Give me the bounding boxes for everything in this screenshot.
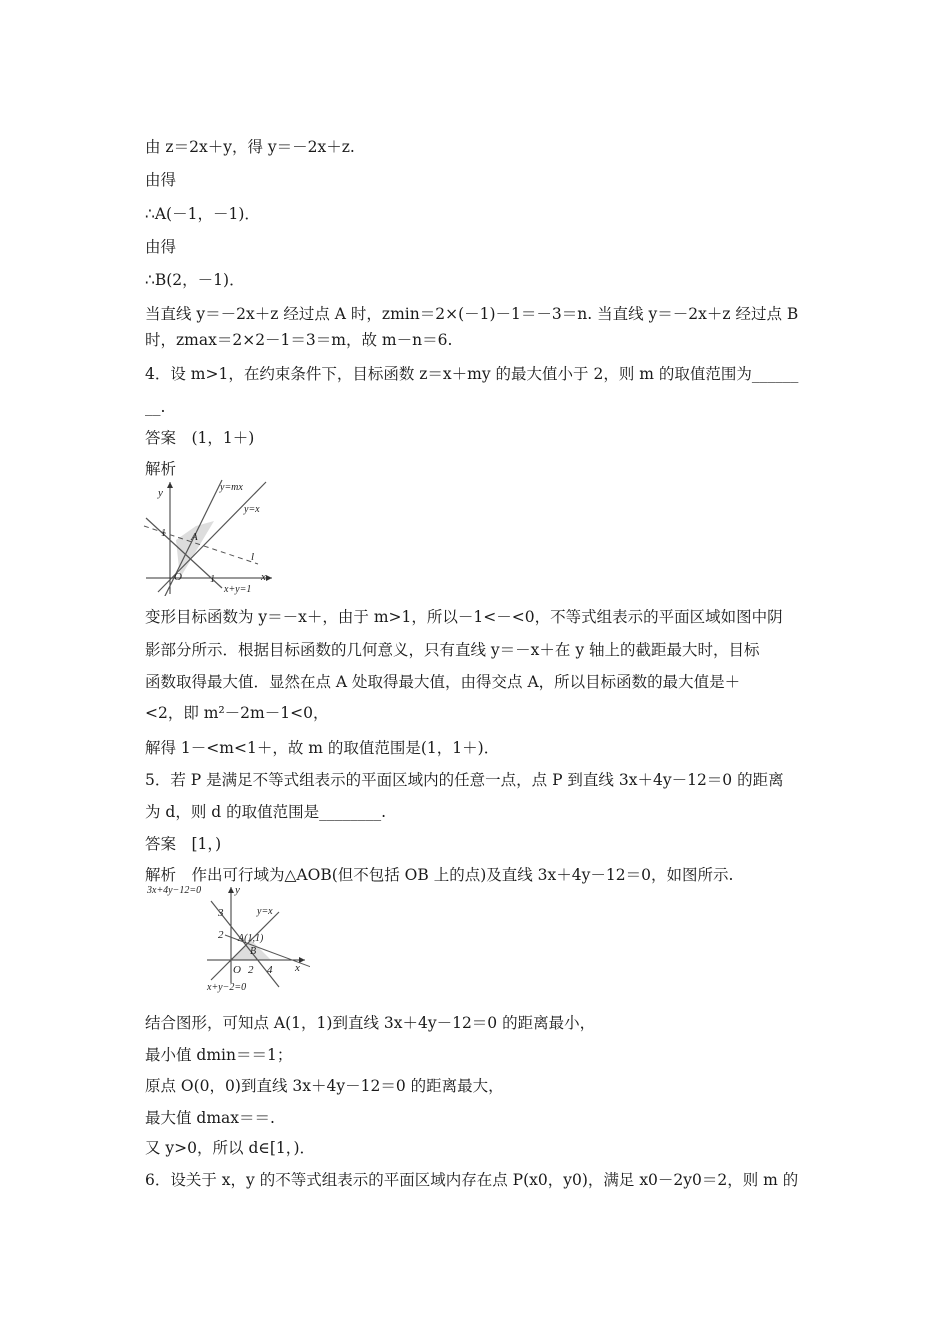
- text-line-25: 又 y>0，所以 d∈[1，)．: [145, 1139, 316, 1157]
- analysis-4-label: 解析: [145, 460, 177, 478]
- question-6: 6．设关于 x，y 的不等式组表示的平面区域内存在点 P(x0，y0)，满足 x0－2y0＝2，则 m 的: [145, 1171, 799, 1189]
- text-line-21: 结合图形，可知点 A(1，1)到直线 3x＋4y－12＝0 的距离最小，: [145, 1014, 596, 1032]
- answer-4: 答案 (1，1＋): [145, 429, 255, 447]
- figure-2: [145, 883, 310, 993]
- fig2-line-3x4y-label: 3x+4y−12=0: [147, 885, 202, 896]
- text-line-16: 解得 1－<m<1＋，故 m 的取值范围是(1，1＋)．: [145, 739, 500, 757]
- text-line-7: 时，zmax＝2×2－1＝3＝m，故 m－n＝6.: [145, 331, 453, 349]
- question-5: 5．若 P 是满足不等式组表示的平面区域内的任意一点，点 P 到直线 3x＋4y－12＝0 的距离: [145, 771, 784, 789]
- fig2-point-b-label: B: [250, 946, 257, 957]
- fig1-tick-1-y: 1: [161, 528, 166, 539]
- text-line-13: 影部分所示．根据目标函数的几何意义，只有直线 y＝－x＋在 y 轴上的截距最大时，目标: [145, 641, 760, 659]
- figure-1: [140, 476, 280, 596]
- fig2-tick-3-y: 3: [218, 907, 224, 919]
- text-line-15: <2，即 m²－2m－1<0，: [145, 704, 329, 722]
- fig2-tick-4-x: 4: [267, 964, 273, 976]
- question-4-blank: __.: [145, 398, 166, 416]
- text-line-12: 变形目标函数为 y＝－x＋，由于 m>1，所以－1<－<0，不等式组表示的平面区域如图中阴: [145, 608, 783, 626]
- text-line-24: 最大值 dmax＝＝.: [145, 1109, 275, 1127]
- fig1-line-yx-label: y=x: [244, 504, 260, 515]
- text-line-5: ∴B(2，－1)．: [145, 271, 245, 289]
- fig1-line-ymx-label: y=mx: [220, 482, 243, 493]
- text-line-6: 当直线 y＝－2x＋z 经过点 A 时，zmin＝2×(－1)－1＝－3＝n. 当直线 y＝－2x＋z 经过点 B: [145, 305, 799, 323]
- fig2-line-xy2-label: x+y−2=0: [207, 982, 247, 993]
- text-line-23: 原点 O(0，0)到直线 3x＋4y－12＝0 的距离最大，: [145, 1077, 504, 1095]
- fig2-point-a-label: A(1,1): [238, 933, 264, 944]
- fig2-line-yx-label: y=x: [257, 906, 273, 917]
- fig2-x-axis-label: x: [295, 962, 300, 974]
- fig2-origin-label: O: [233, 964, 241, 976]
- text-line-22: 最小值 dmin＝＝1；: [145, 1046, 293, 1064]
- text-line-14: 函数取得最大值．显然在点 A 处取得最大值，由得交点 A，所以目标函数的最大值是＋: [145, 673, 741, 691]
- fig1-line-l-label: l: [251, 551, 255, 563]
- answer-5: 答案 [1，): [145, 835, 222, 853]
- question-5-line-2: 为 d，则 d 的取值范围是________.: [145, 803, 387, 821]
- text-line-3: ∴A(－1，－1)．: [145, 205, 260, 223]
- fig1-x-axis-label: x: [261, 571, 266, 583]
- text-line-4: 由得: [145, 238, 177, 256]
- fig1-origin-label: O: [174, 571, 182, 583]
- fig1-y-axis-label: y: [158, 487, 163, 499]
- analysis-5: 解析 作出可行域为△AOB(但不包括 OB 上的点)及直线 3x＋4y－12＝0，如图所示.: [145, 866, 734, 884]
- fig2-y-axis-label: y: [235, 884, 240, 896]
- fig2-tick-2-y: 2: [218, 929, 224, 941]
- text-line-1: 由 z＝2x＋y，得 y＝－2x＋z.: [145, 138, 355, 156]
- question-4: 4．设 m>1，在约束条件下，目标函数 z＝x＋my 的最大值小于 2，则 m 的取值范围为______: [145, 365, 799, 383]
- fig1-line-xy1-label: x+y=1: [224, 584, 252, 595]
- fig1-point-a-label: A: [191, 531, 198, 543]
- fig1-tick-1-x: 1: [210, 574, 215, 585]
- fig2-tick-2-x: 2: [248, 964, 254, 976]
- text-line-2: 由得: [145, 171, 177, 189]
